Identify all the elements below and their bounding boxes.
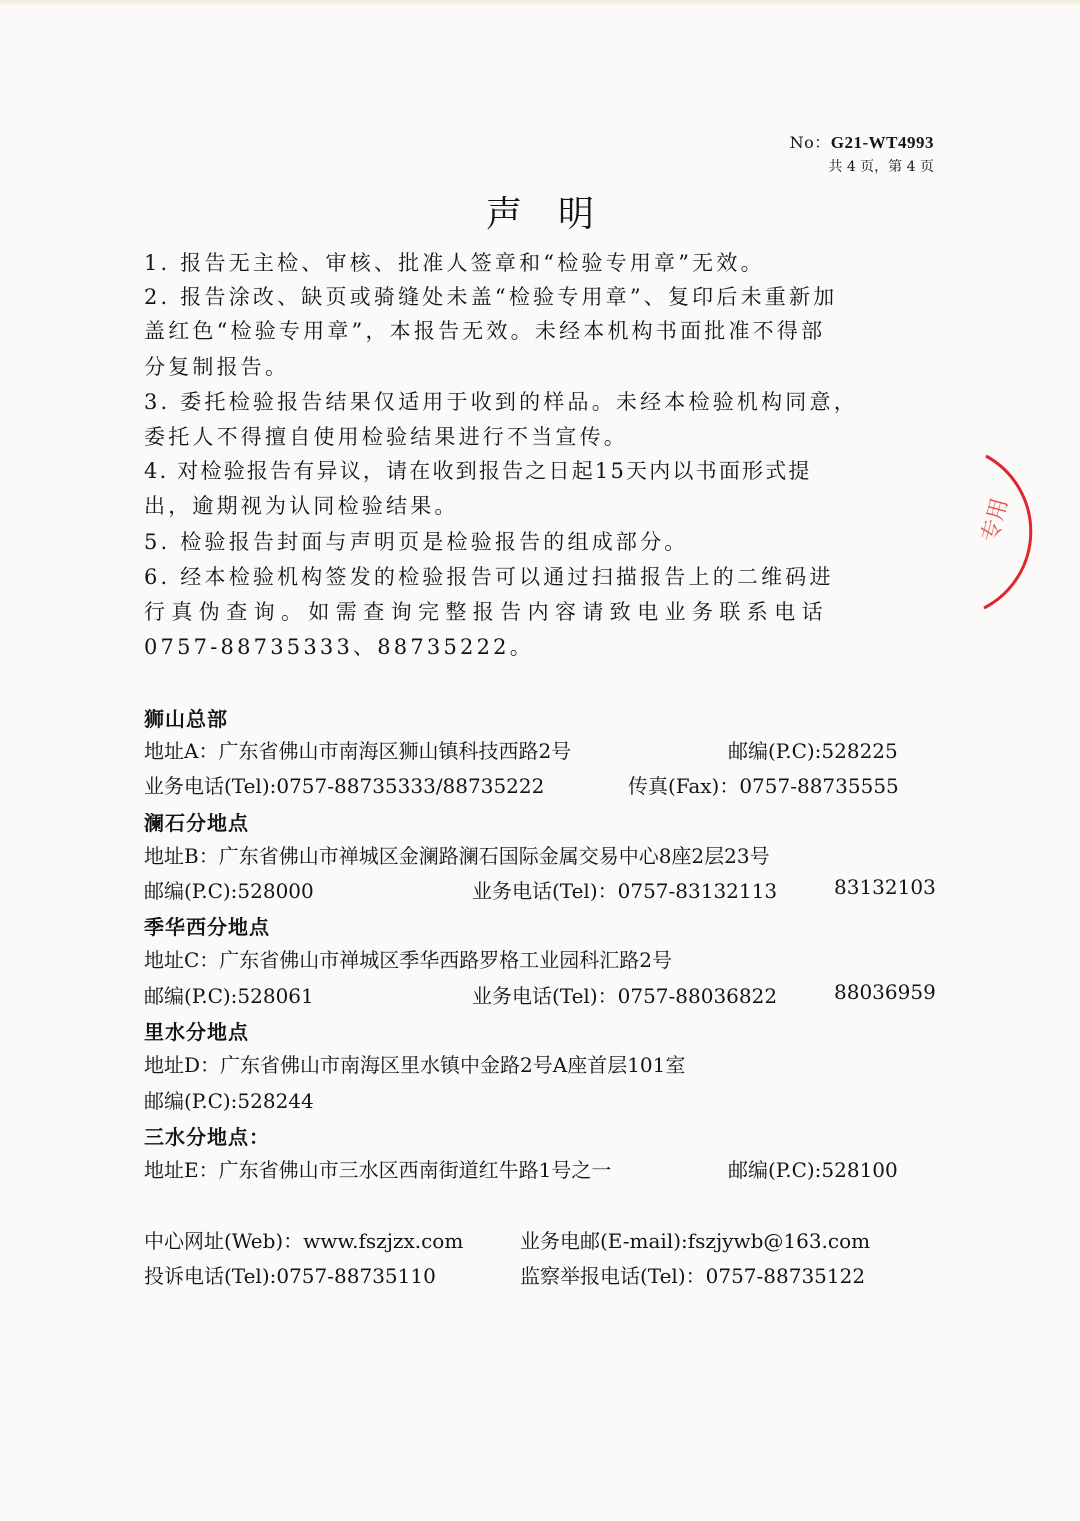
statement-2-line-1: 2. 报告涂改、缺页或骑缝处未盖“检验专用章”、复印后未重新加 xyxy=(144,285,838,309)
website: 中心网址(Web)：www.fszjzx.com xyxy=(144,1229,464,1253)
statement-6-line-3: 0757-88735333、88735222。 xyxy=(144,635,534,659)
postcode-d: 邮编(P.C):528244 xyxy=(144,1089,314,1113)
tel-c-2: 88036959 xyxy=(834,980,936,1004)
complaint-tel: 投诉电话(Tel):0757-88735110 xyxy=(144,1264,436,1288)
page-title: 声明 xyxy=(485,194,630,235)
statement-2-line-3: 分复制报告。 xyxy=(144,355,290,379)
location-title-lanshi: 澜石分地点 xyxy=(144,811,249,835)
address-d: 地址D：广东省佛山市南海区里水镇中金路2号A座首层101室 xyxy=(144,1053,686,1077)
location-title-jihuaxi: 季华西分地点 xyxy=(144,915,270,939)
fax-a: 传真(Fax)：0757-88735555 xyxy=(628,774,899,798)
email: 业务电邮(E-mail):fszjywb@163.com xyxy=(520,1229,871,1253)
seal-text: 专用 xyxy=(977,495,1014,545)
location-title-shishan: 狮山总部 xyxy=(144,707,228,731)
postcode-b: 邮编(P.C):528000 xyxy=(144,879,314,903)
seal-stamp xyxy=(968,448,1080,613)
statement-6-line-1: 6. 经本检验机构签发的检验报告可以通过扫描报告上的二维码进 xyxy=(144,565,834,589)
address-e: 地址E：广东省佛山市三水区西南街道红牛路1号之一 xyxy=(144,1158,612,1182)
page-info: 共 4 页，第 4 页 xyxy=(828,159,934,175)
report-number-value: G21-WT4993 xyxy=(830,133,934,152)
statement-3-line-2: 委托人不得擅自使用检验结果进行不当宣传。 xyxy=(144,425,628,449)
address-a: 地址A：广东省佛山市南海区狮山镇科技西路2号 xyxy=(144,739,572,763)
tel-c: 业务电话(Tel)：0757-88036822 xyxy=(472,984,778,1008)
scan-edge xyxy=(0,0,1080,6)
postcode-c: 邮编(P.C):528061 xyxy=(144,984,314,1008)
tel-b-2: 83132103 xyxy=(834,875,936,899)
statement-2-line-2: 盖红色“检验专用章”，本报告无效。未经本机构书面批准不得部 xyxy=(144,319,826,343)
statement-4-line-1: 4. 对检验报告有异议，请在收到报告之日起15天内以书面形式提 xyxy=(144,459,812,483)
statement-1: 1. 报告无主检、审核、批准人签章和“检验专用章”无效。 xyxy=(144,251,765,275)
supervision-tel: 监察举报电话(Tel)：0757-88735122 xyxy=(520,1264,866,1288)
location-title-lishui: 里水分地点 xyxy=(144,1020,249,1044)
statement-4-line-2: 出，逾期视为认同检验结果。 xyxy=(144,494,459,518)
report-number xyxy=(790,130,934,153)
statement-3-line-1: 3. 委托检验报告结果仅适用于收到的样品。未经本检验机构同意， xyxy=(144,390,858,414)
address-b: 地址B：广东省佛山市禅城区金澜路澜石国际金属交易中心8座2层23号 xyxy=(144,844,770,868)
statement-5: 5. 检验报告封面与声明页是检验报告的组成部分。 xyxy=(144,530,689,554)
tel-b: 业务电话(Tel)：0757-83132113 xyxy=(472,879,778,903)
location-title-sanshui: 三水分地点： xyxy=(144,1125,270,1149)
address-c: 地址C：广东省佛山市禅城区季华西路罗格工业园科汇路2号 xyxy=(144,948,673,972)
statement-6-line-2: 行真伪查询。如需查询完整报告内容请致电业务联系电话 xyxy=(144,600,829,624)
postcode-a: 邮编(P.C):528225 xyxy=(728,739,898,763)
tel-a: 业务电话(Tel):0757-88735333/88735222 xyxy=(144,774,545,798)
postcode-e: 邮编(P.C):528100 xyxy=(728,1158,898,1182)
report-number-label: No： xyxy=(789,133,831,152)
